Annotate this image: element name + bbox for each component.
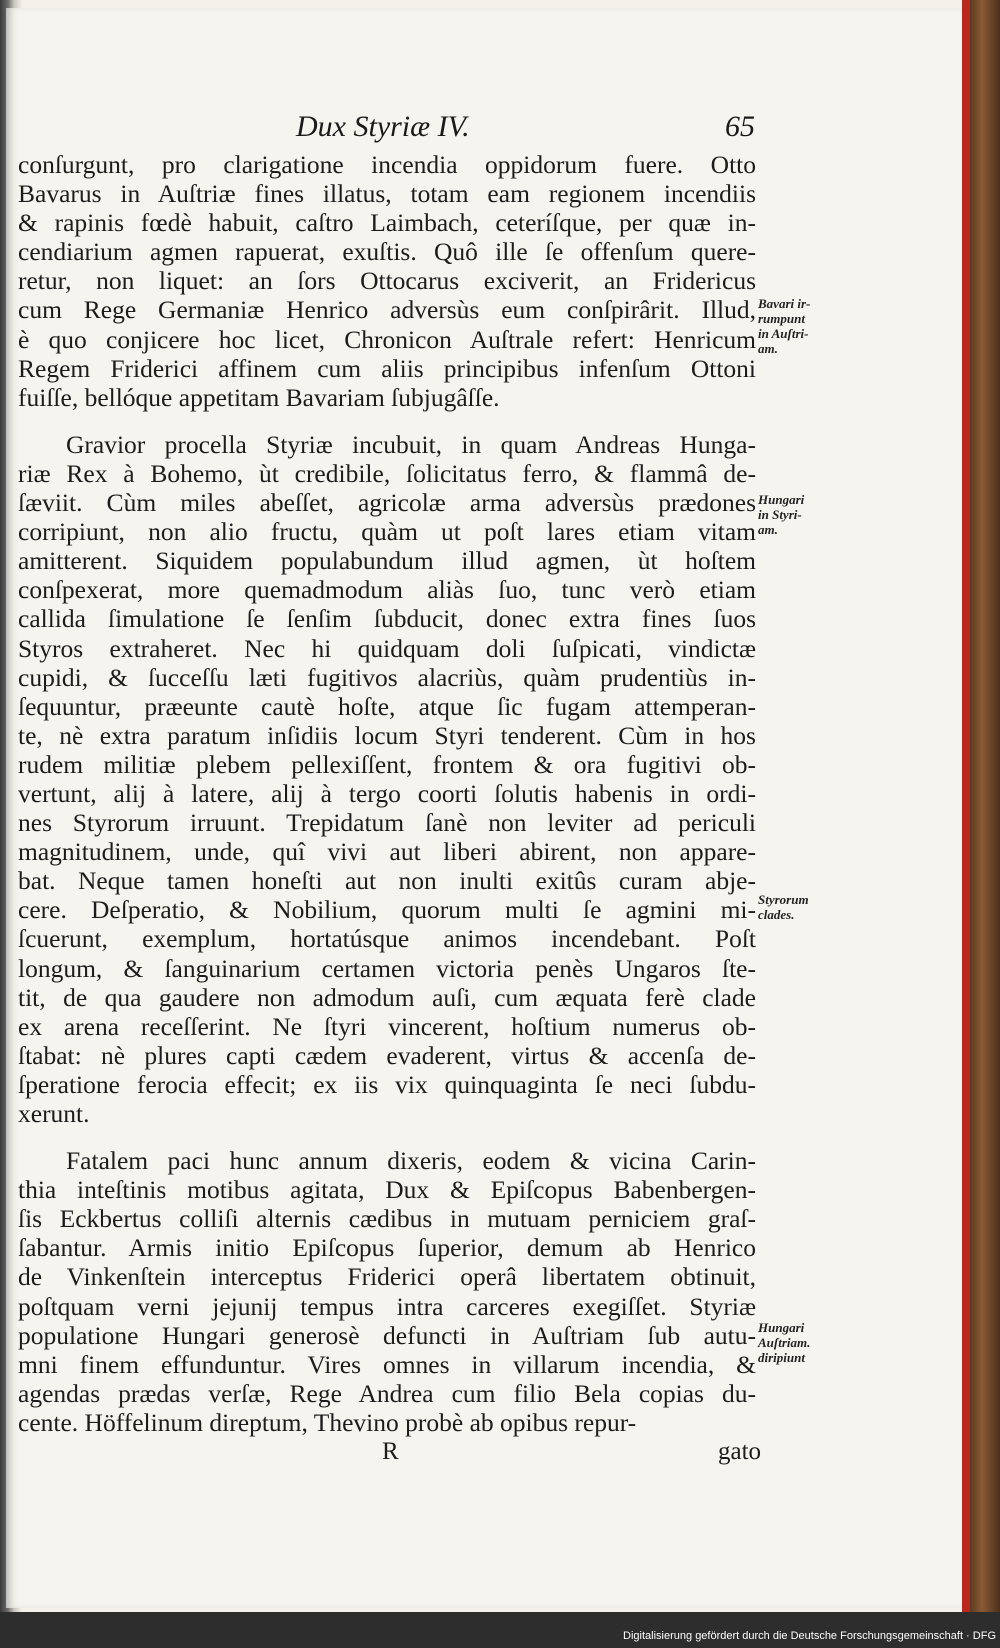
text-line: retur, non liquet: an ſors Ottocarus exciverit, an Fridericus — [18, 266, 756, 296]
text-line: ex arena receſſerint. Ne ſtyri vincerent, hoſtium numerus ob- — [18, 1011, 756, 1041]
text-line: longum, & ſanguinarium certamen victoria penès Ungaros ſte- — [18, 953, 756, 983]
text-line: amitterent. Siquidem populabundum illud agmen, ùt hoſtem — [18, 546, 756, 576]
text-line: cendiarium agmen rapuerat, exuſtis. Quô ille ſe offenſum quere- — [18, 237, 756, 267]
page-number: 65 — [725, 110, 755, 143]
book-binding-edge — [970, 0, 1000, 1648]
margin-note-line: am. — [758, 522, 778, 537]
text-line: rudem militiæ plebem pellexiſſent, frontem & ora fugitivi ob- — [18, 749, 756, 779]
text-line: conſurgunt, pro clarigatione incendia oppidorum fuere. Otto — [18, 150, 756, 179]
text-line: nes Styrorum irruunt. Trepidatum ſanè non leviter ad periculi — [18, 808, 756, 838]
text-line: riæ Rex à Bohemo, ùt credibile, ſolicitatus ferro, & flammâ de- — [18, 458, 756, 488]
text-line: Regem Friderici affinem cum aliis principibus infenſum Ottoni — [18, 353, 756, 383]
text-line: cere. Deſperatio, & Nobilium, quorum multi ſe agmini mi- — [18, 895, 756, 925]
margin-note-line: Hungari — [758, 1320, 805, 1335]
text-line: populatione Hungari generosè defuncti in Auſtriam ſub autu- — [18, 1320, 756, 1350]
text-line: thia inteſtinis motibus agitata, Dux & Epiſcopus Babenbergen- — [18, 1175, 756, 1205]
text-line: ſequuntur, præeunte cautè hoſte, atque ſic fugam attemperan- — [18, 691, 756, 721]
margin-note-styrorum-clades — [758, 892, 848, 922]
margin-note-line: diripiunt — [758, 1350, 805, 1365]
text-line: tit, de qua gaudere non admodum auſi, cum æquata ferè clade — [18, 982, 756, 1012]
text-line: xerunt. — [18, 1099, 90, 1128]
digitization-credit: Digitalisierung gefördert durch die Deutsche Forschungsgemeinschaft · DFG — [623, 1630, 996, 1642]
margin-note-line: Hungari — [758, 492, 805, 507]
text-line: ſis Eckbertus colliſi alternis cædibus in mutuam perniciem graſ- — [18, 1204, 756, 1234]
margin-note-line: clades. — [758, 907, 795, 922]
paragraph-1 — [18, 150, 756, 412]
text-line: conſpexerat, more quemadmodum aliàs ſuo, tunc verò etiam — [18, 575, 756, 605]
margin-note-bavari — [758, 296, 848, 356]
running-header-title: Dux Styriæ IV. — [296, 110, 470, 143]
text-line: de Vinkenſtein interceptus Friderici operâ libertatem obtinuit, — [18, 1262, 756, 1292]
paragraph-gap — [18, 412, 756, 430]
text-line: bat. Neque tamen honeſti aut non inulti exitûs curam abje- — [18, 866, 756, 896]
text-line: cupidi, & ſucceſſu læti fugitivos alacriùs, quàm prudentiùs in- — [18, 662, 756, 692]
text-line: cente. Höffelinum direptum, Thevino probè ab opibus repur- — [18, 1407, 637, 1437]
margin-note-line: am. — [758, 341, 778, 356]
text-line: cum Rege Germaniæ Henrico adversùs eum conſpirârit. Illud, — [18, 295, 756, 325]
paragraph-gap — [18, 1128, 756, 1146]
text-line: Styros extraheret. Nec hi quidquam doli ſuſpicati, vindictæ — [18, 633, 756, 663]
text-line: corripiunt, non alio fructu, quàm ut poſt lares etiam vitam — [18, 517, 756, 547]
margin-note-line: Bavari ir- — [758, 296, 811, 311]
text-line: Fatalem paci hunc annum dixeris, eodem & vicina Carin- — [66, 1146, 756, 1176]
paragraph-3 — [18, 1146, 756, 1437]
text-line: Gravior procella Styriæ incubuit, in quam Andreas Hunga- — [66, 429, 756, 459]
margin-note-line: Auſtriam. — [758, 1335, 811, 1350]
text-line: ſæviit. Cùm miles abeſſet, agricolæ arma adversùs prædones — [18, 488, 756, 518]
text-line: mni finem effunduntur. Vires omnes in villarum incendia, & — [18, 1349, 756, 1379]
text-line: Bavarus in Auſtriæ fines illatus, totam eam regionem incendiis — [18, 179, 756, 209]
text-line: ſabantur. Armis initio Epiſcopus ſuperior, demum ab Henrico — [18, 1233, 756, 1263]
margin-note-line: rumpunt — [758, 311, 805, 326]
text-line: ſtabat: nè plures capti cædem evaderent, virtus & accenſa de- — [18, 1040, 756, 1070]
margin-note-line: Styrorum — [758, 892, 809, 907]
body-text — [18, 150, 756, 1437]
text-line: è quo conjicere hoc licet, Chronicon Auſtrale refert: Henricum — [18, 324, 756, 354]
text-line: callida ſimulatione ſe ſenſim ſubducit, donec extra fines ſuos — [18, 604, 756, 634]
text-line: magnitudinem, unde, quî vivi aut liberi abirent, non appare- — [18, 837, 756, 867]
margin-note-line: in Styri- — [758, 507, 802, 522]
margin-note-line: in Auſtri- — [758, 326, 809, 341]
text-line: poſtquam verni jejunij tempus intra carceres exegiſſet. Styriæ — [18, 1291, 756, 1321]
text-line: vertunt, alij à latere, alij à tergo coorti ſolutis habenis in ordi- — [18, 778, 756, 808]
text-line: ſperatione ferocia effecit; ex iis vix quinquaginta ſe neci ſubdu- — [18, 1069, 756, 1099]
text-line: agendas prædas verſæ, Rege Andrea cum filio Bela copias du- — [18, 1378, 756, 1408]
text-line: ſcuerunt, exemplum, hortatúsque animos incendebant. Poſt — [18, 924, 756, 954]
text-line: & rapinis fœdè habuit, caſtro Laimbach, ceteríſque, per quæ in- — [18, 208, 756, 238]
paragraph-2 — [18, 430, 756, 1128]
margin-note-hungari-styria — [758, 492, 848, 537]
margin-note-hungari-austria — [758, 1320, 848, 1365]
catchword: gato — [718, 1438, 762, 1465]
page-edge — [962, 0, 970, 1612]
text-line: te, nè extra paratum inſidiis locum Styri tenderent. Cùm in hos — [18, 720, 756, 750]
signature-mark: R — [382, 1438, 399, 1465]
text-line: fuiſſe, bellóque appetitam Bavariam ſubjugâſſe. — [18, 382, 500, 412]
